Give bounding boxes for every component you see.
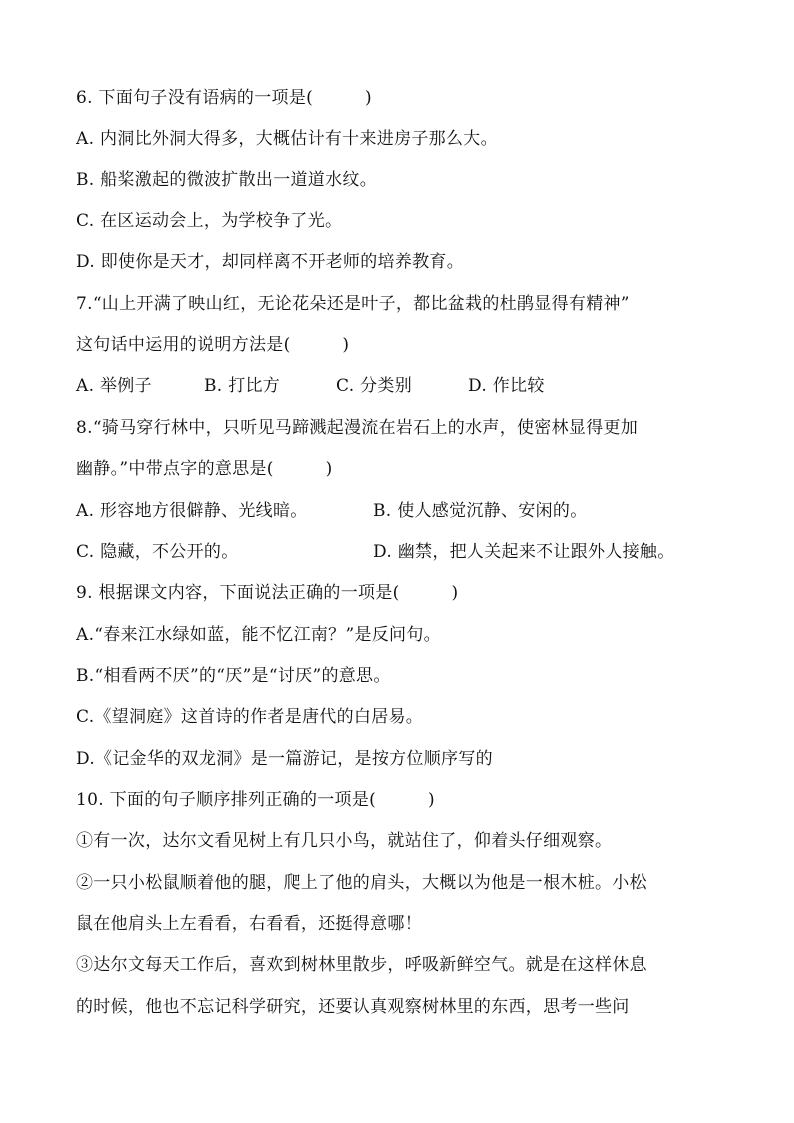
question-10-sentence-3-line-2: 的时候，他也不忘记科学研究，还要认真观察树林里的东西，思考一些问 — [76, 997, 630, 1017]
question-9-option-d: D.《记金华的双龙洞》是一篇游记，是按方位顺序写的 — [76, 749, 493, 769]
question-8-options-row-1 — [76, 499, 588, 523]
question-10-sentence-2-line-2: 鼠在他肩头上左看看，右看看，还挺得意哪！ — [76, 914, 422, 934]
question-8-option-a: A. 形容地方很僻静、光线暗。 — [76, 501, 308, 521]
question-9-option-c: C.《望洞庭》这首诗的作者是唐代的白居易。 — [76, 707, 424, 727]
question-8-option-c: C. 隐藏，不公开的。 — [76, 542, 239, 562]
question-9-stem: 9. 根据课文内容，下面说法正确的一项是( ) — [76, 583, 459, 603]
question-6-option-a: A. 内洞比外洞大得多，大概估计有十来进房子那么大。 — [76, 129, 498, 149]
question-10-stem: 10. 下面的句子顺序排列正确的一项是( ) — [76, 790, 435, 810]
question-10-sentence-3-line-1: ③达尔文每天工作后，喜欢到树林里散步，呼吸新鲜空气。就是在这样休息 — [76, 955, 647, 975]
question-7-stem-line-2: 这句话中运用的说明方法是( ) — [76, 335, 350, 355]
question-8-option-d: D. 幽禁，把人关起来不让跟外人接触。 — [373, 542, 675, 562]
question-9-option-b: B.“相看两不厌”的“厌”是“讨厌”的意思。 — [76, 666, 391, 686]
question-7-option-d: D. 作比较 — [468, 376, 545, 396]
question-7-option-c: C. 分类别 — [336, 376, 413, 396]
question-8-stem-line-1: 8.“骑马穿行林中，只听见马蹄溅起漫流在岩石上的水声，使密林显得更加 — [76, 418, 639, 438]
question-6-option-d: D. 即使你是天才，却同样离不开老师的培养教育。 — [76, 252, 465, 272]
question-7-option-b: B. 打比方 — [204, 376, 281, 396]
question-8-options-row-2 — [76, 540, 675, 564]
question-10-sentence-1: ①有一次，达尔文看见树上有几只小鸟，就站住了，仰着头仔细观察。 — [76, 831, 613, 851]
question-9-option-a: A.“春来江水绿如蓝，能不忆江南？”是反问句。 — [76, 625, 441, 645]
question-7-option-a: A. 举例子 — [76, 376, 152, 396]
question-10-sentence-2-line-1: ②一只小松鼠顺着他的腿，爬上了他的肩头，大概以为他是一根木桩。小松 — [76, 873, 647, 893]
question-8-option-b: B. 使人感觉沉静、安闲的。 — [373, 501, 588, 521]
question-6-option-c: C. 在区运动会上，为学校争了光。 — [76, 211, 343, 231]
question-6-stem: 6. 下面句子没有语病的一项是( ) — [76, 88, 372, 108]
question-7-options — [76, 374, 545, 398]
question-7-stem-line-1: 7.“山上开满了映山红，无论花朵还是叶子，都比盆栽的杜鹃显得有精神” — [76, 294, 630, 314]
question-6-option-b: B. 船桨激起的微波扩散出一道道水纹。 — [76, 170, 377, 190]
question-8-stem-line-2: 幽静。”中带点字的意思是( ) — [76, 459, 333, 479]
